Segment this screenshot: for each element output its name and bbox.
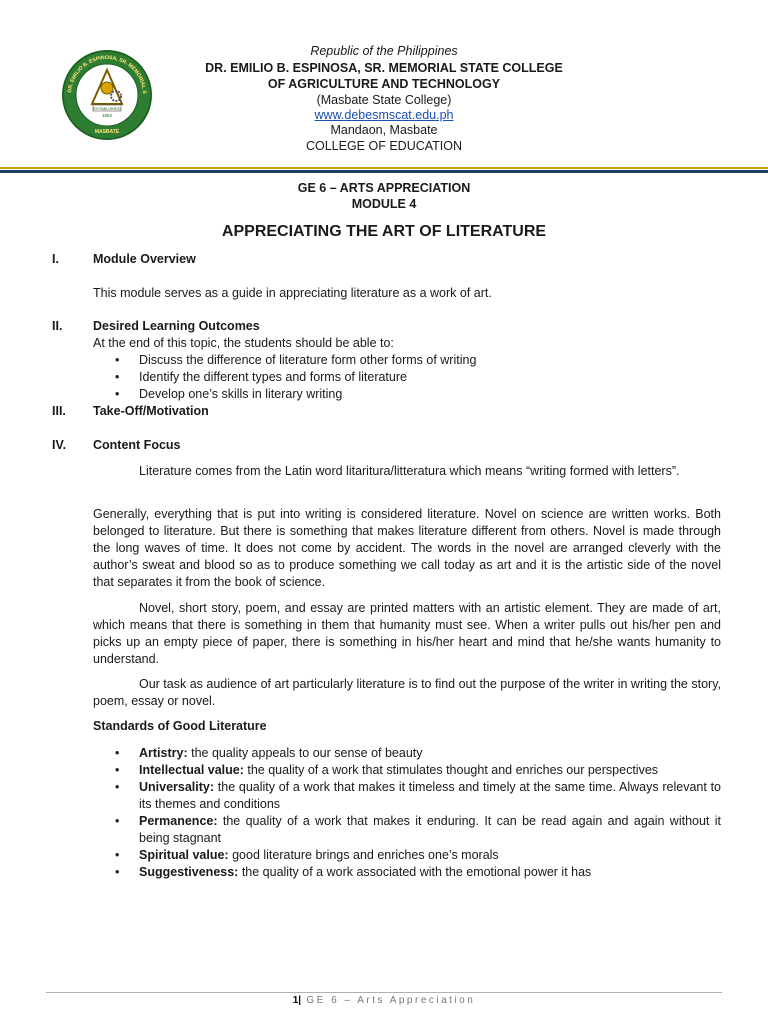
list-item: • Spiritual value: good literature brings and enriches one’s morals xyxy=(115,848,499,862)
section-2-number: II. xyxy=(52,319,63,333)
page-title: APPRECIATING THE ART OF LITERATURE xyxy=(221,223,547,240)
section-2-intro: At the end of this topic, the students should be able to: xyxy=(93,336,394,350)
seal-province: MASBATE xyxy=(94,129,120,135)
section-1-title: Module Overview xyxy=(93,252,196,266)
section-3-number: III. xyxy=(52,404,66,418)
department-name: COLLEGE OF EDUCATION xyxy=(305,139,463,153)
section-4-number: IV. xyxy=(52,438,67,452)
content-paragraph-3: Novel, short story, poem, and essay are printed matters with an artistic element. They are made of art, which means that there is something in them that humanity must see. When a writer pulls out his/her pen and picks up an empty piece of paper, there is something in his/her heart and mind that he/she wants humanity to understand. xyxy=(93,601,721,666)
header-navy-rule xyxy=(0,170,768,173)
outcomes-list xyxy=(93,352,721,403)
republic-line: Republic of the Philippines xyxy=(310,44,458,58)
list-item: • Universality: the quality of a work that makes it timeless and timely at the same time. Always relevant to its themes and conditions xyxy=(115,780,721,811)
footer-separator: | xyxy=(298,995,302,1006)
list-item: • Permanence: the quality of a work that makes it enduring. It can be read again and again without it being stagnant xyxy=(115,814,721,845)
college-website-link[interactable]: www.debesmscat.edu.ph xyxy=(314,108,454,122)
header-gold-rule xyxy=(0,167,768,169)
footer-course: GE 6 – Arts Appreciation xyxy=(306,995,476,1006)
footer-rule xyxy=(46,992,722,993)
section-3-title: Take-Off/Motivation xyxy=(93,404,209,418)
section-1-number: I. xyxy=(52,252,59,266)
page-footer xyxy=(0,995,768,1006)
seal-established: ESTABLISHED xyxy=(93,105,121,111)
college-location: Mandaon, Masbate xyxy=(330,123,438,137)
section-4-title: Content Focus xyxy=(93,438,181,452)
list-item: • Intellectual value: the quality of a work that stimulates thought and enriches our perspectives xyxy=(115,763,659,777)
course-title: GE 6 – ARTS APPRECIATION xyxy=(297,181,471,195)
module-title: MODULE 4 xyxy=(351,197,417,211)
content-paragraph-4: Our task as audience of art particularly literature is to find out the purpose of the writer in writing the story, poem, essay or novel. xyxy=(93,677,721,708)
list-item: • Artistry: the quality appeals to our sense of beauty xyxy=(115,746,423,760)
seal-ring-text: DR. EMILIO B. ESPINOSA, SR. MEMORIAL S xyxy=(67,54,148,95)
standards-list xyxy=(93,745,721,881)
college-name-line2: OF AGRICULTURE AND TECHNOLOGY xyxy=(267,77,501,91)
section-1-body: This module serves as a guide in appreciating literature as a work of art. xyxy=(93,286,492,300)
list-item: • Suggestiveness: the quality of a work associated with the emotional power it has xyxy=(115,865,592,879)
page-number: 1 xyxy=(292,995,299,1006)
content-paragraph-2: Generally, everything that is put into writing is considered literature. Novel on science are written works. Both belonged to literature. But there is something that makes literature different from others. Novel is made through the long waves of time. It does not come by accident. The words in the novel are arranged cleverly with the author’s sweat and blood so as to produce something we call today as art and it is the artistic side of the novel that separates it from the book of science. xyxy=(93,507,721,589)
seal-year: 1952 xyxy=(101,113,113,118)
college-short-name: (Masbate State College) xyxy=(316,93,452,107)
list-item: • Develop one’s skills in literary writing xyxy=(115,387,343,401)
content-paragraph-1: Literature comes from the Latin word litaritura/litteratura which means “writing formed with letters”. xyxy=(139,464,680,478)
college-name-line1: DR. EMILIO B. ESPINOSA, SR. MEMORIAL STATE COLLEGE xyxy=(205,61,563,75)
standards-heading: Standards of Good Literature xyxy=(93,719,267,733)
list-item: • Discuss the difference of literature form other forms of writing xyxy=(115,353,477,367)
list-item: • Identify the different types and forms of literature xyxy=(115,370,407,384)
section-2-title: Desired Learning Outcomes xyxy=(93,319,260,333)
